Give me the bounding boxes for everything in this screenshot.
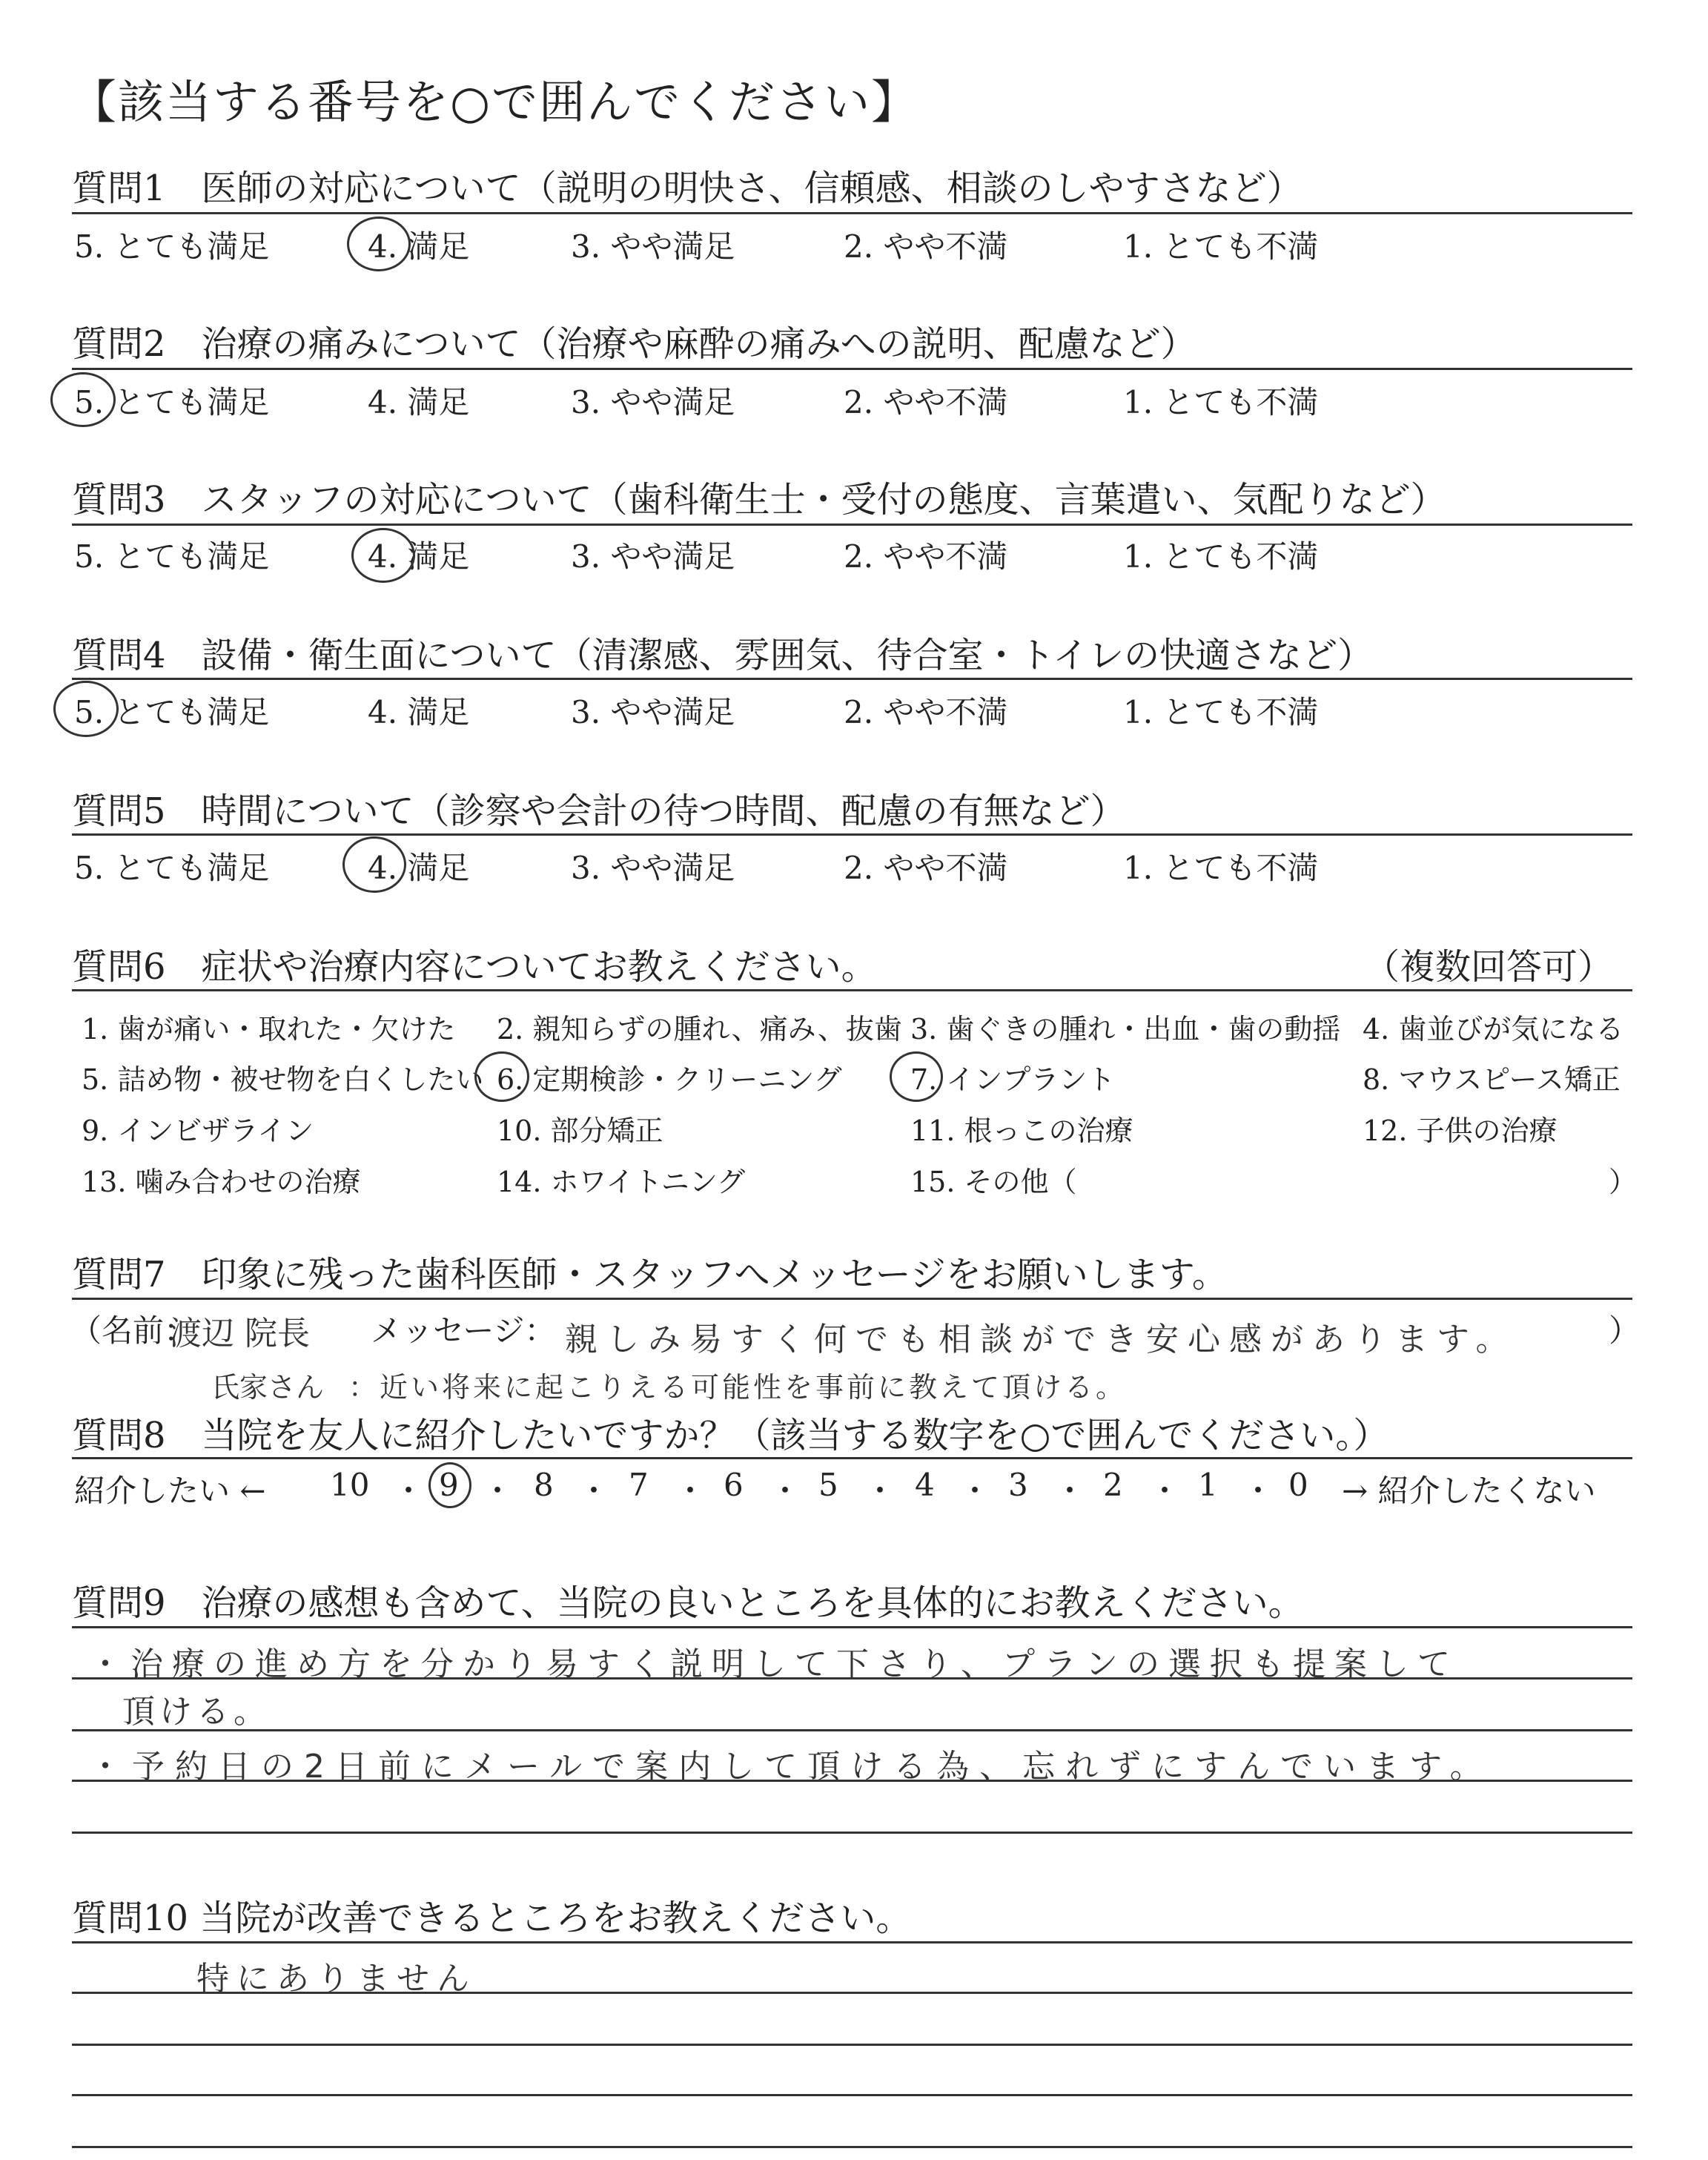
q3-answer-circle (351, 528, 415, 583)
survey-title: 【該当する番号を○で囲んでください】 (70, 75, 919, 129)
q3-option-1[interactable]: 1. とても不満 (1123, 538, 1319, 575)
q2-answer-circle (50, 372, 116, 427)
q6-note: （複数回答可） (1364, 946, 1614, 988)
q5-option-2[interactable]: 2. やや不満 (844, 850, 1008, 886)
q6-item-14[interactable]: 14. ホワイトニング (497, 1166, 746, 1198)
q10-answer: 特にありません (196, 1960, 477, 1998)
q6-item-3[interactable]: 3. 歯ぐきの腫れ・出血・歯の動揺 (910, 1013, 1341, 1046)
q2-heading: 質問2 治療の痛みについて（治療や麻酔の痛みへの説明、配慮など） (72, 323, 1196, 365)
q6-item-6[interactable]: 6. 定期検診・クリーニング (497, 1063, 842, 1096)
q5-option-3[interactable]: 3. やや満足 (571, 850, 735, 886)
q4-option-4[interactable]: 4. 満足 (368, 694, 470, 730)
q7-name-1: 渡辺 院長 (169, 1315, 310, 1353)
q7-name-label: （名前： (70, 1312, 196, 1349)
q8-value-6[interactable]: 6 (724, 1467, 744, 1503)
q9-rule-3 (72, 1729, 1632, 1731)
q6-item-8[interactable]: 8. マウスピース矯正 (1363, 1063, 1621, 1096)
q8-rule (72, 1457, 1632, 1459)
q10-rule-5 (72, 2146, 1632, 2148)
q8-dot: ・ (769, 1473, 801, 1509)
q9-answer-line-3: ・予約日の2日前にメールで案内して頂ける為、忘れずにすんでいます。 (89, 1748, 1493, 1786)
q8-dot: ・ (393, 1473, 425, 1509)
q3-option-2[interactable]: 2. やや不満 (844, 538, 1008, 575)
q5-option-1[interactable]: 1. とても不満 (1123, 850, 1319, 886)
q8-dot: ・ (1242, 1473, 1274, 1509)
q7-message-2: ：近い将来に起こりえる可能性を事前に教えて頂ける。 (348, 1371, 1128, 1404)
q8-value-4[interactable]: 4 (915, 1467, 935, 1503)
q10-rule-4 (72, 2094, 1632, 2096)
q2-option-5[interactable]: 5. とても満足 (74, 384, 270, 420)
q6-item-2[interactable]: 2. 親知らずの腫れ、痛み、抜歯 (497, 1013, 902, 1046)
q1-option-4[interactable]: 4. 満足 (368, 228, 470, 265)
q6-item-10[interactable]: 10. 部分矯正 (497, 1114, 663, 1147)
q7-close-paren: ） (1609, 1312, 1641, 1349)
q1-heading: 質問1 医師の対応について（説明の明快さ、信頼感、相談のしやすさなど） (72, 168, 1302, 209)
q5-option-5[interactable]: 5. とても満足 (74, 850, 270, 886)
q1-answer-circle (347, 217, 411, 271)
q3-option-4[interactable]: 4. 満足 (368, 538, 470, 575)
q9-heading: 質問9 治療の感想も含めて、当院の良いところを具体的にお教えください。 (72, 1582, 1304, 1624)
q8-heading: 質問8 当院を友人に紹介したいですか？（該当する数字を○で囲んでください。） (72, 1415, 1389, 1456)
q8-value-1[interactable]: 1 (1198, 1467, 1218, 1503)
q5-option-4[interactable]: 4. 満足 (368, 850, 470, 886)
q7-message-label: メッセージ： (371, 1312, 556, 1349)
q3-rule (72, 524, 1632, 526)
q5-answer-circle (342, 836, 406, 893)
q8-dot: ・ (864, 1473, 896, 1509)
q6-answer-circle-7 (890, 1051, 943, 1102)
q8-right-label: → 紹介したくない (1342, 1473, 1596, 1509)
q8-value-10[interactable]: 10 (330, 1467, 370, 1503)
q2-option-3[interactable]: 3. やや満足 (571, 384, 735, 420)
q2-option-2[interactable]: 2. やや不満 (844, 384, 1008, 420)
q9-rule-5 (72, 1832, 1632, 1834)
q7-heading: 質問7 印象に残った歯科医師・スタッフへメッセージをお願いします。 (72, 1254, 1228, 1295)
q1-option-1[interactable]: 1. とても不満 (1123, 228, 1319, 265)
q6-item-13[interactable]: 13. 噛み合わせの治療 (82, 1166, 361, 1198)
q8-value-0[interactable]: 0 (1288, 1467, 1308, 1503)
q5-rule (72, 833, 1632, 836)
q5-heading: 質問5 時間について（診察や会計の待つ時間、配慮の有無など） (72, 790, 1126, 832)
q8-value-7[interactable]: 7 (629, 1467, 649, 1503)
q8-dot: ・ (959, 1473, 991, 1509)
q8-value-5[interactable]: 5 (818, 1467, 838, 1503)
q7-message-1: 親しみ易すく何でも相談ができ安心感があります。 (565, 1321, 1517, 1358)
q3-option-5[interactable]: 5. とても満足 (74, 538, 270, 575)
q1-rule (72, 212, 1632, 214)
q6-item-15-close-paren: ） (1609, 1166, 1638, 1198)
q9-answer-line-1: ・治療の進め方を分かり易すく説明して下さり、プランの選択も提案して (89, 1645, 1459, 1683)
q8-answer-circle (428, 1462, 471, 1508)
q7-name-2: 氏家さん (211, 1371, 325, 1404)
q10-rule-3 (72, 2044, 1632, 2046)
q10-heading: 質問10 当院が改善できるところをお教えください。 (72, 1898, 912, 1939)
q1-option-3[interactable]: 3. やや満足 (571, 228, 735, 265)
q6-item-1[interactable]: 1. 歯が痛い・取れた・欠けた (82, 1013, 456, 1046)
q8-value-9[interactable]: 9 (439, 1467, 459, 1503)
q9-rule-1 (72, 1626, 1632, 1628)
q4-heading: 質問4 設備・衛生面について（清潔感、雰囲気、待合室・トイレの快適さなど） (72, 635, 1374, 676)
q8-dot: ・ (675, 1473, 706, 1509)
q8-dot: ・ (1054, 1473, 1086, 1509)
q7-rule (72, 1298, 1632, 1300)
q6-heading: 質問6 症状や治療内容についてお教えください。 (72, 946, 877, 988)
q6-item-9[interactable]: 9. インビザライン (82, 1114, 314, 1147)
q3-heading: 質問3 スタッフの対応について（歯科衛生士・受付の態度、言葉遣い、気配りなど） (72, 479, 1446, 521)
q6-item-15[interactable]: 15. その他（ (910, 1166, 1077, 1198)
q4-option-5[interactable]: 5. とても満足 (74, 694, 270, 730)
q8-dot: ・ (1149, 1473, 1181, 1509)
q6-answer-circle-6 (474, 1051, 529, 1102)
q1-option-2[interactable]: 2. やや不満 (844, 228, 1008, 265)
q4-rule (72, 678, 1632, 680)
q8-dot: ・ (482, 1473, 514, 1509)
q10-rule-1 (72, 1941, 1632, 1943)
q4-option-1[interactable]: 1. とても不満 (1123, 694, 1319, 730)
q8-dot: ・ (578, 1473, 610, 1509)
q3-option-3[interactable]: 3. やや満足 (571, 538, 735, 575)
q6-item-7[interactable]: 7. インプラント (910, 1063, 1116, 1096)
q6-item-4[interactable]: 4. 歯並びが気になる (1363, 1013, 1624, 1046)
q8-left-label: 紹介したい ← (74, 1473, 266, 1509)
q6-item-11[interactable]: 11. 根っこの治療 (910, 1114, 1133, 1147)
q2-rule (72, 368, 1632, 370)
q8-value-2[interactable]: 2 (1103, 1467, 1123, 1503)
q2-option-4[interactable]: 4. 満足 (368, 384, 470, 420)
q4-option-2[interactable]: 2. やや不満 (844, 694, 1008, 730)
q4-answer-circle (53, 681, 119, 737)
q2-option-1[interactable]: 1. とても不満 (1123, 384, 1319, 420)
q8-value-8[interactable]: 8 (534, 1467, 554, 1503)
q6-rule (72, 989, 1632, 991)
q9-answer-line-2: 頂ける。 (122, 1693, 271, 1731)
q1-option-5[interactable]: 5. とても満足 (74, 228, 270, 265)
q4-option-3[interactable]: 3. やや満足 (571, 694, 735, 730)
q6-item-5[interactable]: 5. 詰め物・被せ物を白くしたい (82, 1063, 484, 1096)
q6-item-12[interactable]: 12. 子供の治療 (1363, 1114, 1558, 1147)
q8-value-3[interactable]: 3 (1008, 1467, 1028, 1503)
